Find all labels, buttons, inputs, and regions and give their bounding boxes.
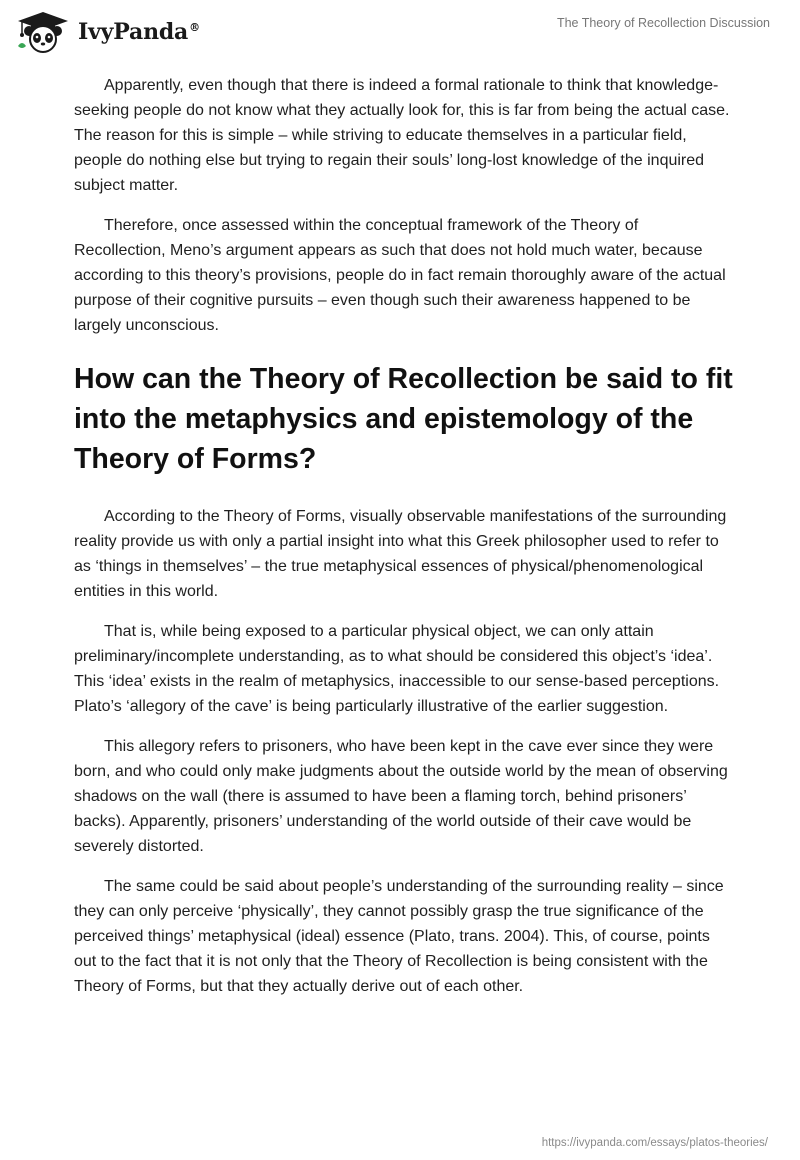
ivypanda-logo[interactable]	[14, 10, 200, 54]
section-heading: How can the Theory of Recollection be said to fit into the metaphysics and epistemology of the Theory of Forms?	[74, 363, 733, 475]
paragraph: According to the Theory of Forms, visually observable manifestations of the surrounding reality provide us with only a partial insight into what this Greek philosopher used to refer to as ‘things in themselves’ – the true metaphysical essences of physical/phenomenological entities in this world.	[74, 508, 727, 600]
source-url[interactable]: https://ivypanda.com/essays/platos-theories/	[541, 1137, 768, 1149]
article-body	[74, 73, 734, 1014]
panda-graduate-icon	[14, 10, 72, 54]
paragraph: Apparently, even though that there is indeed a formal rationale to think that knowledge-seeking people do not know what they actually look for, this is far from being the actual case. The reason for this is simple – while striving to educate themselves in a particular field, people do nothing else but trying to regain their souls’ long-lost knowledge of the inquired subject matter.	[74, 77, 730, 194]
paragraph: Therefore, once assessed within the conceptual framework of the Theory of Recollection, Meno’s argument appears as such that does not hold much water, because according to this theory’s provisions, people do in fact remain thoroughly aware of the actual purpose of their cognitive pursuits – even though such their awareness happened to be largely unconscious.	[74, 217, 726, 334]
registered-mark: ®	[189, 20, 200, 34]
page-header	[14, 8, 770, 56]
paragraph: The same could be said about people’s understanding of the surrounding reality – since they can only perceive ‘physically’, they cannot possibly grasp the true significance of the perceived things’ metaphysical (ideal) essence (Plato, trans. 2004). This, of course, points out to the fact that it is not only that the Theory of Recollection is being consistent with the Theory of Forms, but that they actually derive out of each other.	[74, 878, 724, 995]
paragraph: That is, while being exposed to a particular physical object, we can only attain preliminary/incomplete understanding, as to what should be considered this object’s ‘idea’. This ‘idea’ exists in the realm of metaphysics, inaccessible to our sense-based perceptions. Plato’s ‘allegory of the cave’ is being particularly illustrative of the earlier suggestion.	[74, 623, 720, 715]
logo-text: IvyPanda®	[78, 19, 200, 45]
paragraph: This allegory refers to prisoners, who have been kept in the cave ever since they were born, and who could only make judgments about the outside world by the mean of observing shadows on the wall (there is assumed to have been a flaming torch, behind prisoners’ backs). Apparently, prisoners’ understanding of the world outside of their cave would be severely distorted.	[74, 738, 728, 855]
document-title: The Theory of Recollection Discussion	[556, 16, 770, 30]
